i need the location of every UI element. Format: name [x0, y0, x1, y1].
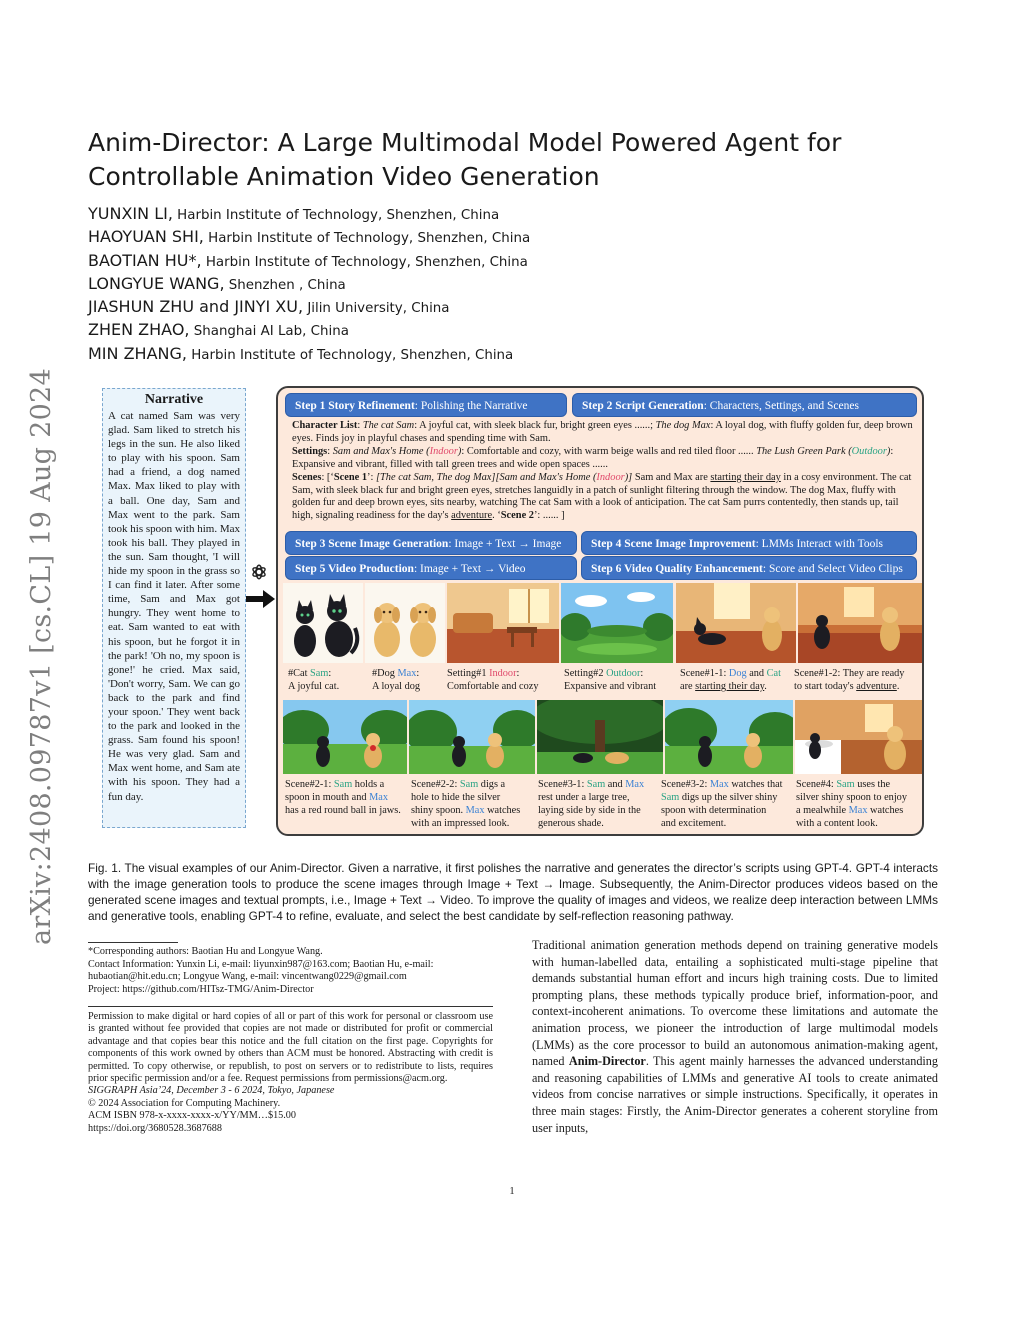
openai-logo-icon	[250, 563, 268, 581]
arxiv-identifier: arXiv:2408.09787v1 [cs.CL] 19 Aug 2024	[26, 367, 57, 945]
isbn: ACM ISBN 978-x-xxxx-xxxx-x/YY/MM…$15.00	[88, 1110, 296, 1122]
step-scene-image-improvement: Step 4 Scene Image Improvement: LMMs Interact with Tools	[581, 531, 917, 555]
figure-1	[100, 385, 926, 837]
paper-title	[88, 126, 968, 194]
narrative-box	[102, 388, 246, 828]
setting-outdoor-image	[561, 583, 673, 663]
scene-3-1-image	[537, 700, 663, 774]
caption-scene-4: Scene#4: Sam uses the silver shiny spoon to enjoy a mealwhile Max watches with a content look.	[796, 779, 907, 829]
author-affiliation: Harbin Institute of Technology, Shenzhen, China	[172, 208, 500, 223]
author-entry	[88, 342, 788, 365]
author-name: YUNXIN LI,	[88, 204, 173, 223]
step-video-quality-enhancement: Step 6 Video Quality Enhancement: Score and Select Video Clips	[581, 556, 917, 580]
author-affiliation: Harbin Institute of Technology, Shenzhen, China	[203, 231, 531, 247]
caption-cat-sam: #Cat Sam: A joyful cat.	[288, 668, 340, 692]
author-name: LONGYUE WANG,	[88, 273, 225, 293]
author-affiliation: Jilin University, China	[303, 301, 450, 317]
author-name: ZHEN ZHAO,	[88, 320, 190, 340]
caption-dog-max: #Dog Max: A loyal dog	[372, 668, 421, 692]
author-affiliation: Shanghai AI Lab, China	[189, 324, 349, 340]
setting-indoor-image	[447, 583, 559, 663]
pipeline-panel	[276, 386, 924, 836]
scene-1-1-image	[676, 583, 796, 663]
caption-scene-2-1: Scene#2-1: Sam holds a spoon in mouth and Max has a red round ball in jaws.	[285, 779, 401, 816]
page-number: 1	[509, 1186, 515, 1197]
author-affiliation: Harbin Institute of Technology, Shenzhen, China	[201, 254, 528, 270]
step-story-refinement: Step 1 Story Refinement: Polishing the Narrative	[285, 393, 567, 417]
author-name: BAOTIAN HU*,	[88, 250, 202, 270]
author-affiliation: Harbin Institute of Technology, Shenzhen, China	[186, 347, 514, 363]
doi-link[interactable]: https://doi.org/3680528.3687688	[88, 1122, 222, 1134]
caption-setting-2: Setting#2 Outdoor: Expansive and vibrant	[564, 668, 657, 692]
step-scene-image-generation: Step 3 Scene Image Generation: Image + Text → Image	[285, 531, 577, 555]
author-name: MIN ZHANG,	[88, 343, 187, 363]
title-line-2: Controllable Animation Video Generation	[88, 162, 600, 191]
author-entry	[88, 249, 788, 272]
narrative-title: Narrative	[144, 392, 204, 407]
scene-4-image	[795, 700, 922, 774]
caption-scene-2-2: Scene#2-2: Sam digs a hole to hide the silver shiny spoon. Max watches with an impressed look.	[411, 779, 521, 829]
caption-scene-3-1: Scene#3-1: Sam and Max rest under a large tree, laying side by side in the generous shade.	[538, 779, 645, 829]
author-list	[88, 202, 788, 365]
permission-divider	[88, 1006, 493, 1007]
author-entry	[88, 318, 788, 341]
footnote-divider	[88, 942, 178, 943]
footnote-project: Project: https://github.com/HITsz-TMG/Anim-Director	[88, 983, 314, 995]
step-script-generation: Step 2 Script Generation: Characters, Settings, and Scenes	[572, 393, 917, 417]
copyright: © 2024 Association for Computing Machinery.	[88, 1097, 281, 1109]
scene-2-1-image	[283, 700, 407, 774]
system-name: Anim-Director	[568, 1054, 646, 1069]
caption-scene-1-1: Scene#1-1: Dog and Cat are starting their day.	[680, 668, 781, 692]
scene-3-2-image	[665, 700, 793, 774]
author-affiliation: Shenzhen , China	[224, 277, 346, 293]
author-entry	[88, 225, 788, 248]
caption-setting-1: Setting#1 Indoor: Comfortable and cozy	[447, 668, 539, 692]
title-line-1: Anim-Director: A Large Multimodal Model Powered Agent for	[88, 128, 842, 157]
author-entry	[88, 295, 788, 318]
dog-max-image	[365, 583, 445, 663]
step-video-production: Step 5 Video Production: Image + Text → Video	[285, 556, 577, 580]
footnote-corresponding: *Corresponding authors: Baotian Hu and Longyue Wang.	[88, 946, 323, 957]
narrative-text: A cat named Sam was very glad. Sam liked to stretch his legs in the sun. He also liked to play with his spoon. Sam had a friend, a dog named Max. Max liked to play with a ball. One day, Sam and Max went to the park. Sam took his spoon with him. Max took his ball. They played in the sun. Sam thought, 'I will hide my spoon in the grass so I can find it later. After some time, Sam and Max got hungry. They went home to eat. Sam wanted to eat with his spoon, but he forgot it in the park! 'Oh no, my spoon is gone!' he cried. Max said, 'Don't worry, Sam. We can go back to the park and find your spoon.' They went back to the park and looked in the grass. Sam found his spoon! He was very glad. Sam and Max went home, and Sam ate with his spoon. They had a fun day.	[108, 410, 241, 803]
scene-1-2-image	[798, 583, 922, 663]
author-entry	[88, 272, 788, 295]
permission-block	[88, 1011, 493, 1135]
author-name: HAOYUAN SHI,	[88, 227, 204, 247]
permission-text: Permission to make digital or hard copies of all or part of this work for personal or classroom use is granted without fee provided that copies are not made or distributed for profit or commercial advantage and that copies bear this notice and the full citation on the first page. Copyrights for components of this work owned by others than ACM must be honored. Abstracting with credit is permitted. To copy otherwise, or republish, to post on servers or to redistribute to lists, requires prior specific permission and/or a fee. Request permissions from permissions@acm.org.	[88, 1011, 493, 1085]
footnote-contact: Contact Information: Yunxin Li, e-mail: liyunxin987@163.com; Baotian Hu, e-mail: hubaotian@hit.edu.cn; Longyue Wang, e-mail: vincentwang0229@gmail.com	[88, 958, 434, 983]
caption-scene-1-2: Scene#1-2: They are ready to start today's adventure.	[794, 668, 905, 692]
scene-2-2-image	[409, 700, 535, 774]
author-name: JIASHUN ZHU and JINYI XU,	[88, 297, 304, 317]
author-entry	[88, 202, 788, 225]
caption-scene-3-2: Scene#3-2: Max watches that Sam digs up the silver shiny spoon with determination and excitement.	[661, 779, 783, 829]
cat-sam-image	[283, 583, 363, 663]
director-script: Character List: The cat Sam: A joyful cat, with sleek black fur, bright green eyes ......; The dog Max: A loyal dog, with fluffy golden fur, deep brown eyes. Finds joy in playful chases and spending time with Sam. Settings: Sam and Max's Home (Indoor): Comfortable and cozy, with warm beige walls and red tiled floor ...... The Lush Green Park (Outdoor): Expansive and vibrant, filled with tall green trees and wide open spaces ...... Scenes: [‘Scene 1’: [The cat Sam, The dog Max][Sam and Max's Home (Indoor)] Sam and Max are starting their day in a cosy environment. The cat Sam, with sleek black fur and bright green eyes, stretches languidly in a patch of sunlight filtering through the window. The dog Max, fluffy with golden fur and deep brown eyes, sits nearby, watching The cat Sam with a look of anticipation. The cat Sam purrs contentedly, then stands up, tail high, signaling readiness for the day's adventure. ‘Scene 2’: ...... ]	[292, 420, 913, 522]
footnotes	[88, 942, 493, 996]
right-arrow-icon	[246, 589, 276, 609]
body-paragraph: Traditional animation generation methods depend on training generative models with human-labelled data, entailing a sophisticated multi-stage pipeline that demands substantial human effort and incurs high training costs. Due to limited prompting plans, these methods typically produce brief, information-poor, and context-incoherent animations. To overcome these limitations and automate the animation process, we pioneer the introduction of large multimodal models (LMMs) as the core processor to build an autonomous animation-making agent, named Anim-Director. This agent mainly harnesses the advanced understanding and reasoning capabilities of LMMs and generative AI tools to create animated videos from concise narratives or simple instructions. Specifically, it operates in three main stages: Firstly, the Anim-Director generates a coherent storyline from user inputs,	[532, 938, 938, 1135]
venue: SIGGRAPH Asia’24, December 3 - 6 2024, Tokyo, Japanese	[88, 1085, 335, 1097]
figure-caption: Fig. 1. The visual examples of our Anim-Director. Given a narrative, it first polishes the narrative and generates the director’s scripts using GPT-4. GPT-4 interacts with the image generation tools to produce the scene images through Image + Text → Image. Subsequently, the Anim-Director produces videos based on the generated scene images and textual prompts, i.e., Image + Text → Video. To improve the quality of images and videos, we realize deep interaction between LMMs and generative tools, enabling GPT-4 to refine, evaluate, and select the best candidate by self-reflection reasoning pathway.	[88, 861, 938, 923]
